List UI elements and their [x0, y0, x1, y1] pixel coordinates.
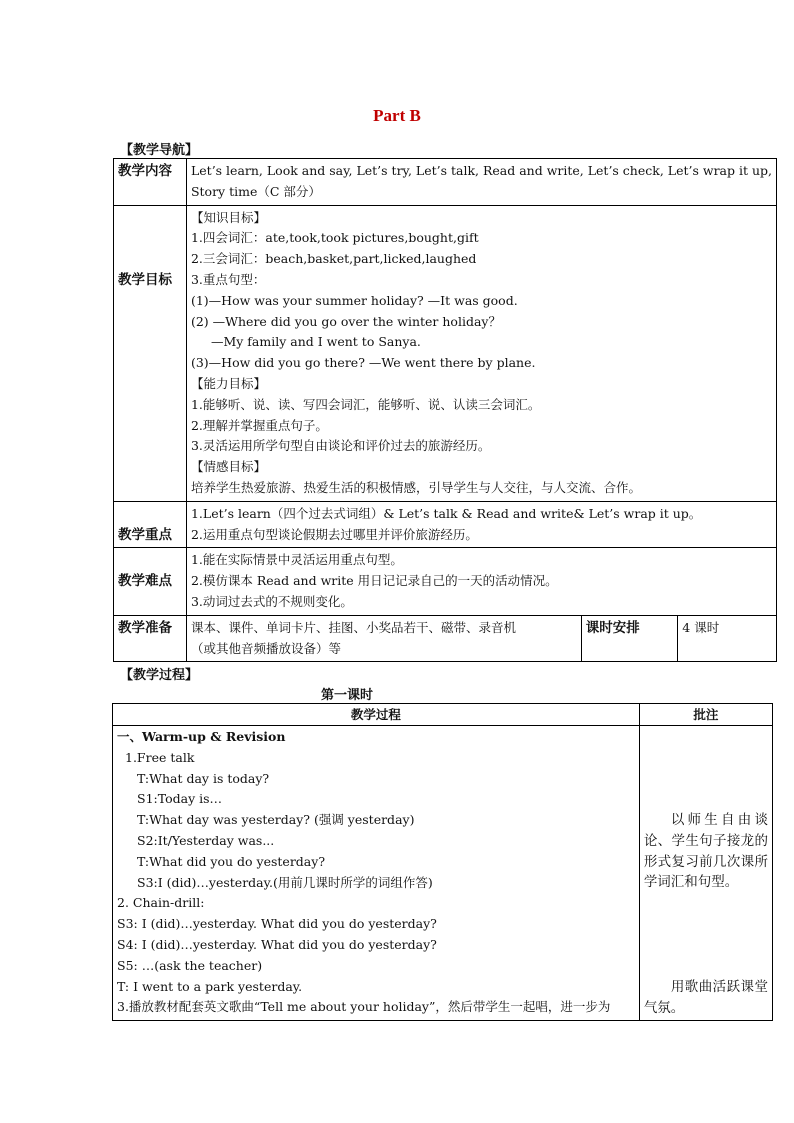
- goal-label: 教学目标: [114, 205, 187, 501]
- schedule-value: 4 课时: [678, 615, 777, 662]
- process-cell: [113, 726, 640, 1021]
- prep-cell: [186, 615, 581, 662]
- process-line: 一、Warm-up & Revision: [117, 729, 286, 744]
- process-line: S2:It/Yesterday was...: [137, 832, 275, 848]
- goal-line: 【情感目标】: [190, 459, 266, 475]
- key-line: 2.运用重点句型谈论假期去过哪里并评价旅游经历。: [190, 526, 478, 542]
- process-line: T:What day was yesterday? (强调 yesterday): [137, 812, 415, 828]
- content-label: 教学内容: [114, 159, 187, 206]
- goal-line: 3.重点句型：: [190, 271, 266, 287]
- process-line: T:What did you do yesterday?: [137, 853, 326, 869]
- content-line: Story time（C 部分）: [190, 183, 321, 199]
- difficulty-line: 3.动词过去式的不规则变化。: [190, 593, 353, 609]
- key-line: 1.Let’s learn（四个过去式词组）& Let’s talk & Read and write& Let’s wrap it up。: [190, 505, 702, 521]
- goal-line: (2) —Where did you go over the winter holiday？: [190, 313, 501, 329]
- goal-line: —My family and I went to Sanya.: [210, 334, 421, 350]
- goal-line: 【能力目标】: [190, 375, 266, 391]
- goal-line: 2.理解并掌握重点句子。: [190, 417, 328, 433]
- process-header: 教学过程: [113, 704, 640, 726]
- remark-cell: [639, 726, 772, 1021]
- goal-line: 3.灵活运用所学句型自由谈论和评价过去的旅游经历。: [190, 438, 491, 454]
- remark-header: 批注: [639, 704, 772, 726]
- process-line: S1:Today is…: [137, 791, 223, 807]
- process-line: T:What day is today?: [137, 770, 270, 786]
- remark-review: 以师生自由谈论、学生句子接龙的形式复习前几次课所学词汇和句型。: [643, 812, 768, 891]
- goal-line: 培养学生热爱旅游、热爱生活的积极情感，引导学生与人交往，与人交流、合作。: [190, 479, 641, 495]
- process-line: 3.播放教材配套英文歌曲“Tell me about your holiday”，然后带学生一起唱，进一步为: [117, 999, 611, 1015]
- process-line: S4: I (did)…yesterday. What did you do yesterday?: [117, 936, 437, 952]
- goal-line: (1)—How was your summer holiday? —It was good.: [190, 292, 518, 308]
- process-table: [112, 703, 773, 1021]
- goal-line: 1.四会词汇：ate,took,took pictures,bought,gift: [190, 230, 479, 246]
- prep-line: 课本、课件、单词卡片、挂图、小奖品若干、磁带、录音机: [190, 619, 516, 635]
- goal-cell: [186, 205, 776, 501]
- difficulty-label: 教学难点: [114, 548, 187, 615]
- goal-line: 【知识目标】: [190, 209, 266, 225]
- key-label: 教学重点: [114, 501, 187, 548]
- key-cell: [186, 501, 776, 548]
- remark-song: 用歌曲活跃课堂气氛。: [643, 979, 768, 1016]
- schedule-label: 课时安排: [581, 615, 678, 662]
- goal-line: (3)—How did you go there? —We went there by plane.: [190, 355, 536, 371]
- content-line: Let’s learn, Look and say, Let’s try, Let’s talk, Read and write, Let’s check, Let’s wrap it up,: [190, 163, 772, 178]
- process-line: 2. Chain-drill:: [117, 895, 205, 911]
- lesson-title: 第一课时: [320, 688, 373, 703]
- process-line: 1.Free talk: [125, 749, 195, 765]
- difficulty-cell: [186, 548, 776, 615]
- goal-line: 1.能够听、说、读、写四会词汇，能够听、说、认读三会词汇。: [190, 396, 541, 412]
- section-heading-nav: 【教学导航】: [120, 143, 199, 158]
- difficulty-line: 1.能在实际情景中灵活运用重点句型。: [190, 552, 403, 568]
- process-line: T: I went to a park yesterday.: [117, 978, 303, 994]
- goal-line: 2.三会词汇：beach,basket,part,licked,laughed: [190, 251, 477, 267]
- process-line: S3:I (did)…yesterday.(用前几课时所学的词组作答): [137, 874, 433, 890]
- process-line: S3: I (did)…yesterday. What did you do yesterday?: [117, 916, 437, 932]
- teaching-nav-table: [113, 158, 777, 662]
- page-title: Part B: [373, 106, 421, 125]
- section-heading-process: 【教学过程】: [120, 668, 199, 683]
- difficulty-line: 2.模仿课本 Read and write 用日记记录自己的一天的活动情况。: [190, 573, 558, 589]
- process-line: S5: …(ask the teacher): [117, 957, 263, 973]
- prep-line: （或其他音频播放设备）等: [190, 640, 341, 656]
- prep-label: 教学准备: [114, 615, 187, 662]
- content-cell: [186, 159, 776, 206]
